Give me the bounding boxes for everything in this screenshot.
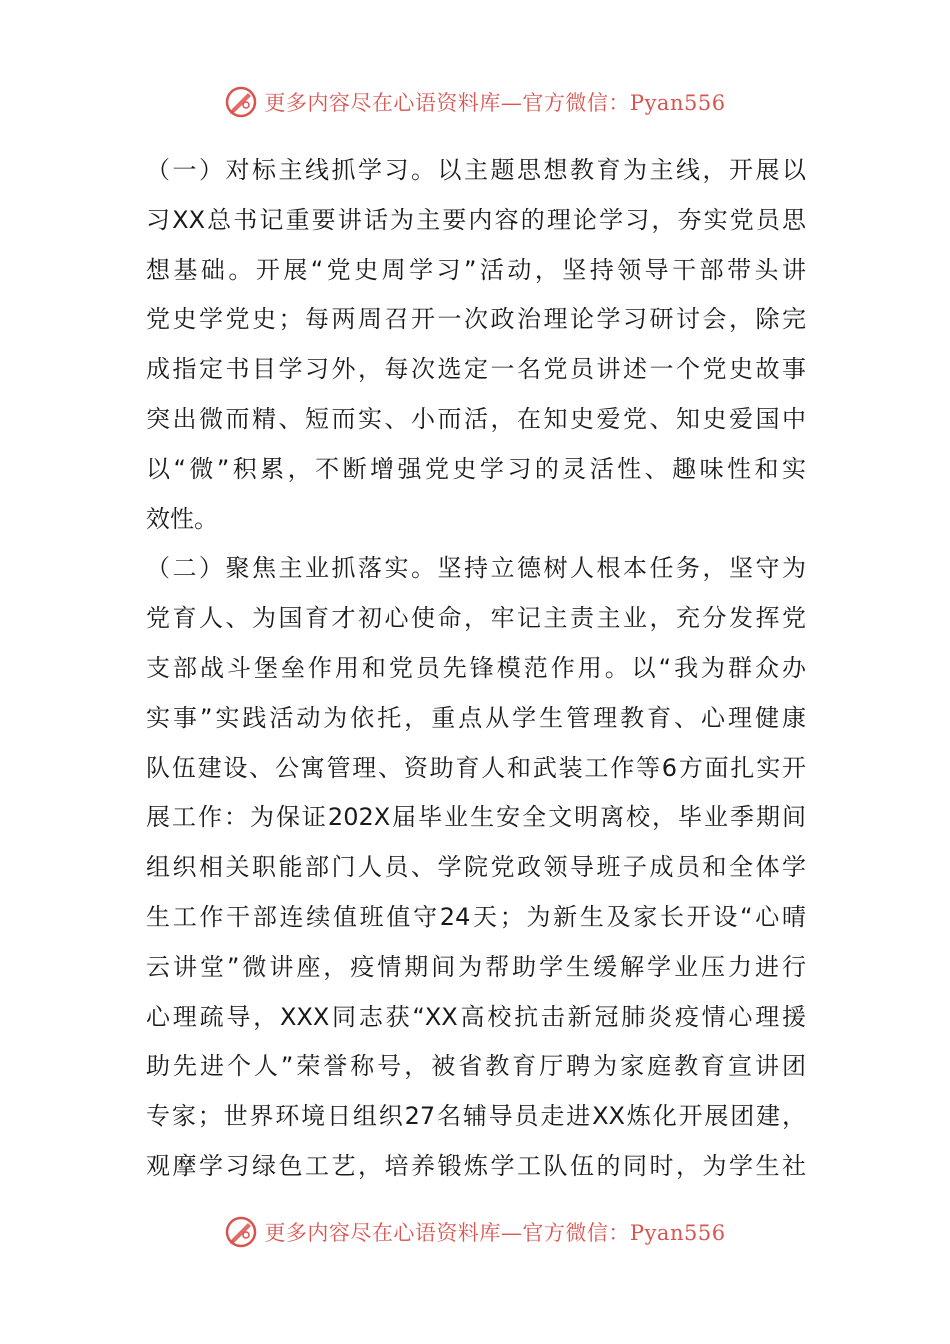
text-line: （二）聚焦主业抓落实。坚持立德树人根本任务，坚守为: [146, 554, 806, 583]
text-line: 实事”实践活动为依托，重点从学生管理教育、心理健康: [146, 703, 806, 732]
text-line: 想基础。开展“党史周学习”活动，坚持领导干部带头讲: [146, 255, 806, 284]
text-line: 效性。: [146, 504, 218, 533]
body-text: [146, 146, 806, 1192]
text-line: 心理疏导，XXX同志获“XX高校抗击新冠肺炎疫情心理援: [146, 1002, 806, 1031]
text-line: 以“微”积累，不断增强党史学习的灵活性、趣味性和实: [146, 454, 806, 483]
text-line: 成指定书目学习外，每次选定一名党员讲述一个党史故事: [146, 355, 806, 384]
text-line: 助先进个人”荣誉称号，被省教育厅聘为家庭教育宣讲团: [146, 1052, 806, 1081]
text-line: 云讲堂”微讲座，疫情期间为帮助学生缓解学业压力进行: [146, 952, 806, 981]
text-line: 观摩学习绿色工艺，培养锻炼学工队伍的同时，为学生社: [146, 1151, 806, 1180]
text-line: 生工作干部连续值班值守24天；为新生及家长开设“心晴: [146, 902, 806, 931]
watermark-header: [0, 80, 950, 124]
watermark-text: 更多内容尽在心语资料库—官方微信：Pyan556: [264, 91, 726, 115]
pen-circle-logo-icon: [224, 1215, 258, 1249]
text-line: （一）对标主线抓学习。以主题思想教育为主线，开展以: [146, 156, 806, 184]
text-line: 党育人、为国育才初心使命，牢记主责主业，充分发挥党: [146, 604, 806, 633]
text-line: 组织相关职能部门人员、学院党政领导班子成员和全体学: [146, 853, 806, 882]
text-line: 党史学党史；每两周召开一次政治理论学习研讨会，除完: [146, 305, 806, 334]
text-line: 专家；世界环境日组织27名辅导员走进XX炼化开展团建，: [146, 1102, 806, 1131]
text-line: 突出微而精、短而实、小而活，在知史爱党、知史爱国中: [146, 404, 806, 433]
watermark-text: 更多内容尽在心语资料库—官方微信：Pyan556: [264, 1221, 726, 1245]
text-line: 队伍建设、公寓管理、资助育人和武装工作等6方面扎实开: [146, 753, 806, 782]
text-line: 习XX总书记重要讲话为主要内容的理论学习，夯实党员思: [146, 205, 806, 234]
watermark-footer: [0, 1210, 950, 1254]
text-line: 支部战斗堡垒作用和党员先锋模范作用。以“我为群众办: [146, 653, 806, 682]
text-line: 展工作：为保证202X届毕业生安全文明离校，毕业季期间: [146, 803, 806, 832]
pen-circle-logo-icon: [224, 85, 258, 119]
